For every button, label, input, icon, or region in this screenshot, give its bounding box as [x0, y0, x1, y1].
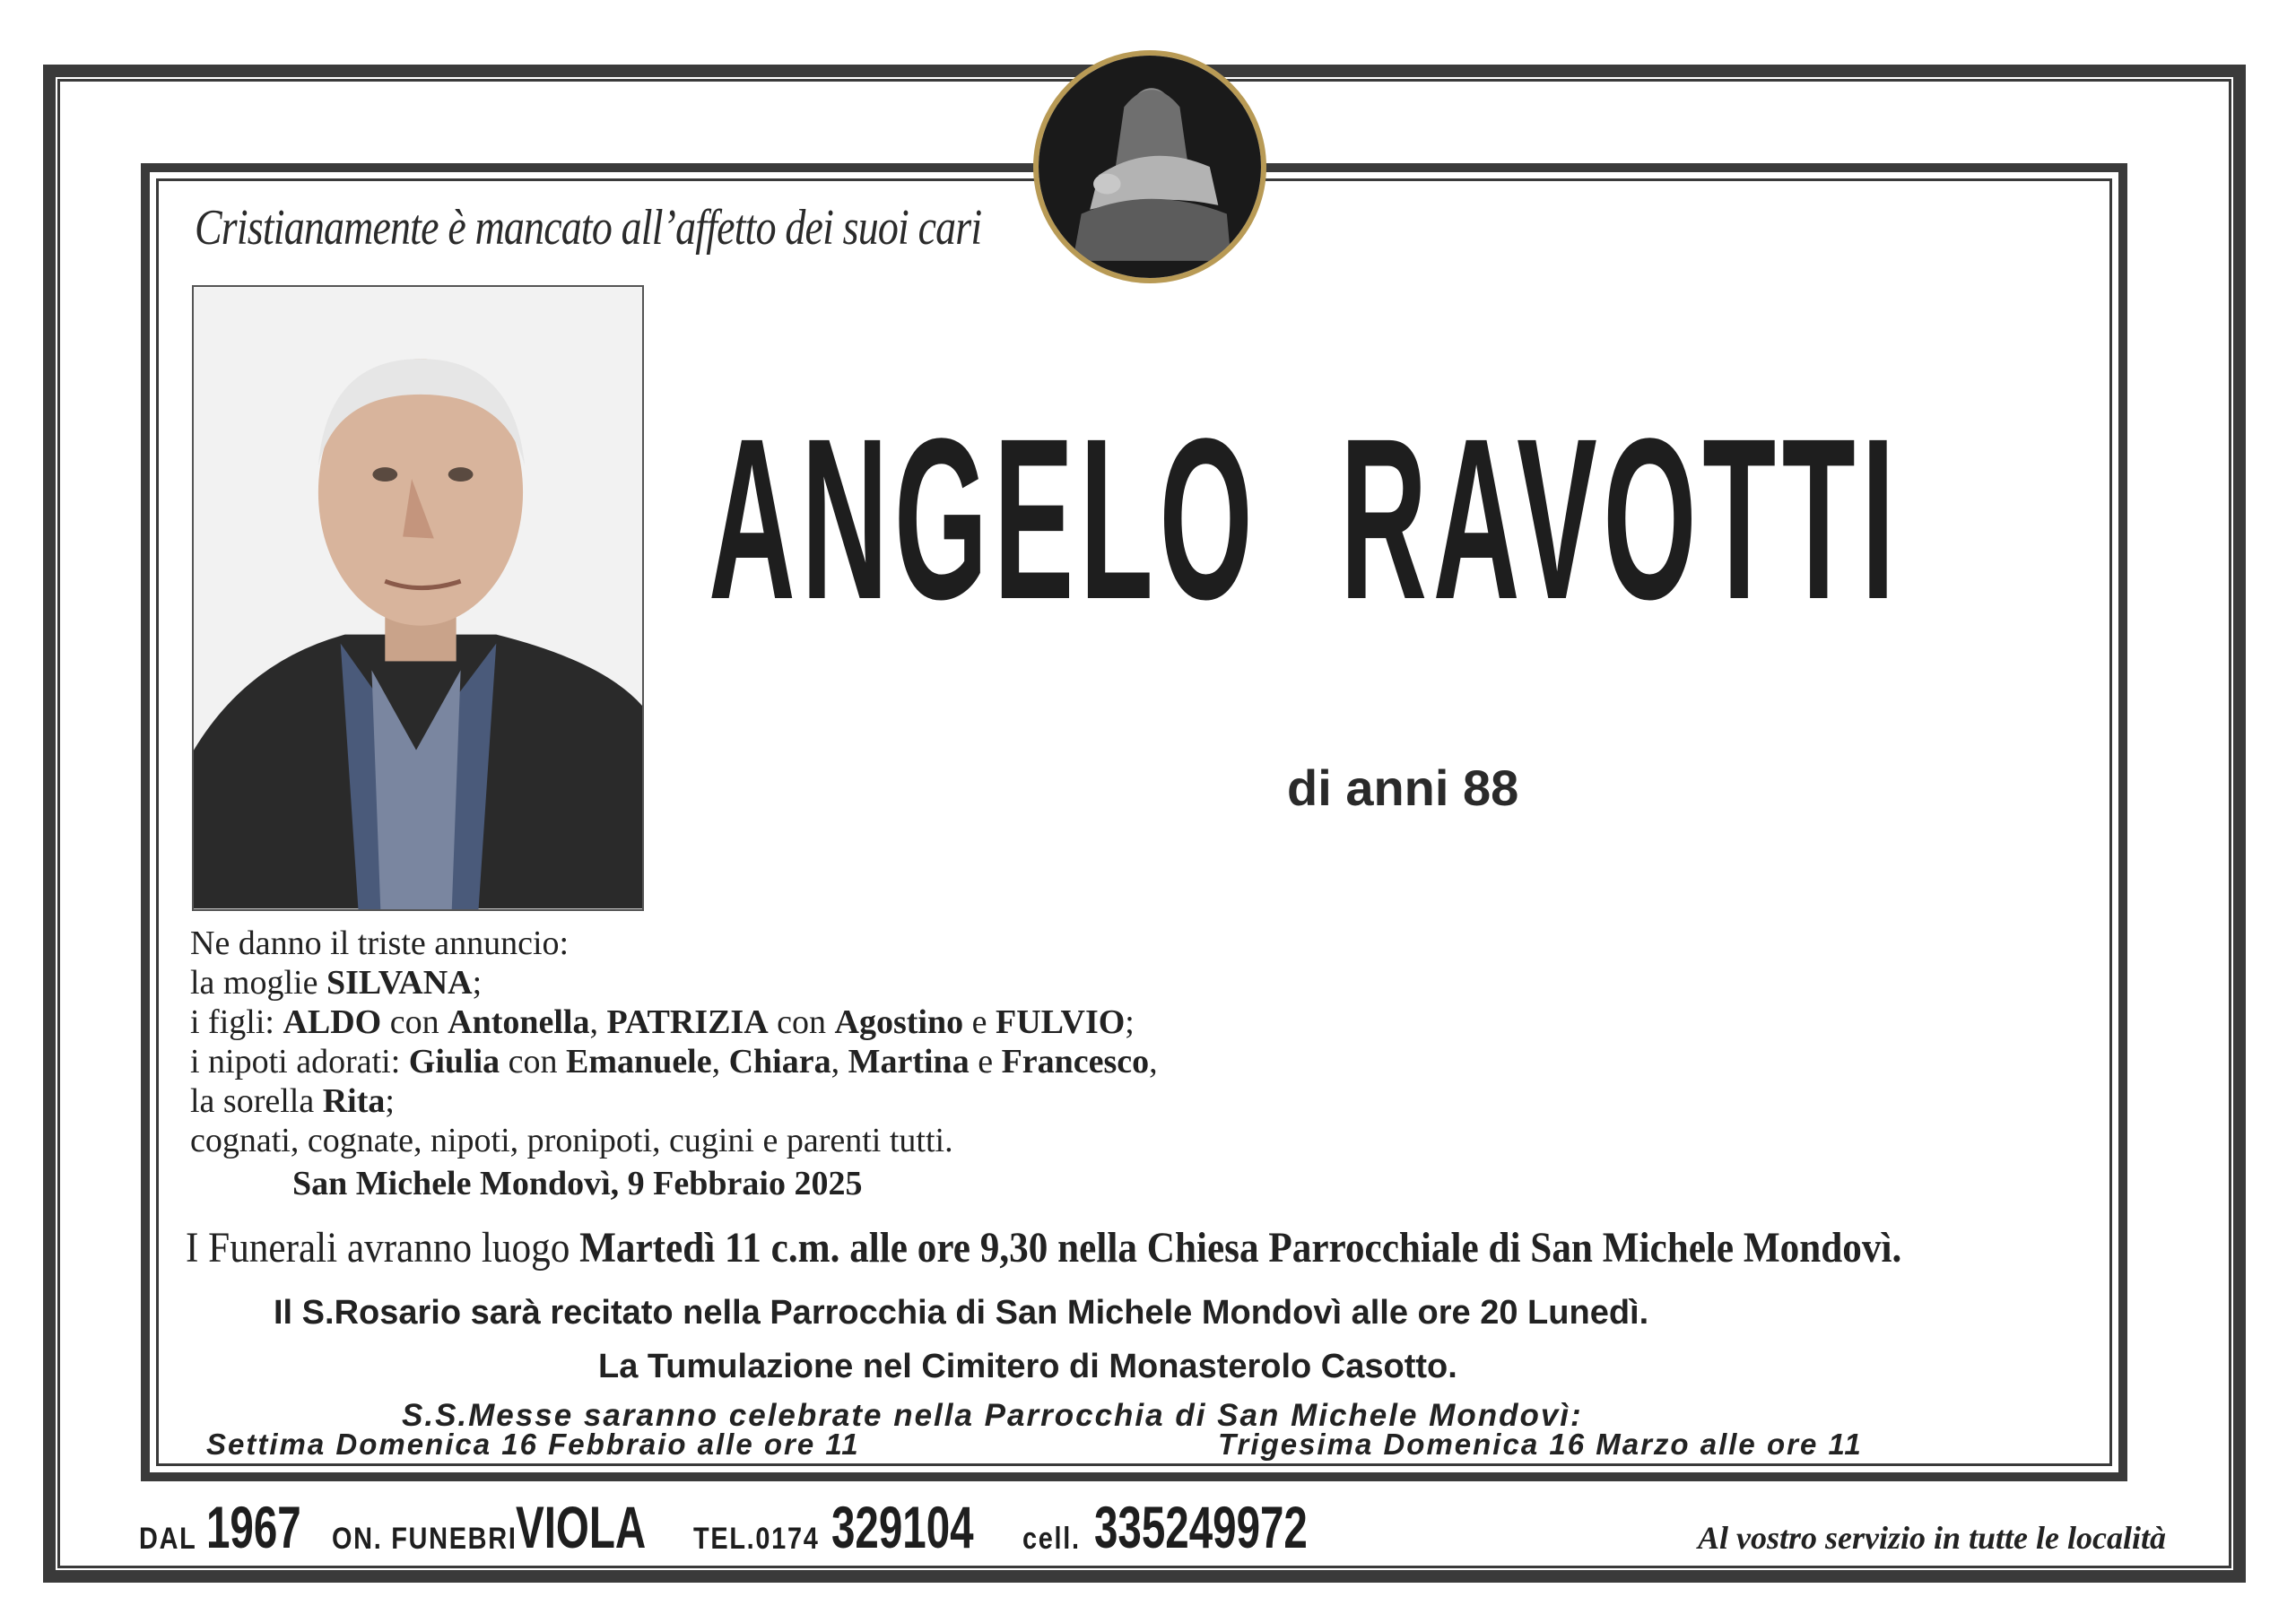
trigesima-mass: Trigesima Domenica 16 Marzo alle ore 11 — [1218, 1428, 1863, 1461]
announcement-line: la sorella Rita; — [190, 1082, 395, 1120]
intro-text: Cristianamente è mancato all’affetto dei suoi cari — [195, 200, 982, 256]
deceased-name — [709, 391, 1901, 648]
pieta-medallion-image — [1033, 50, 1266, 283]
settima-mass: Settima Domenica 16 Febbraio alle ore 11 — [206, 1428, 860, 1461]
burial-info: La Tumulazione nel Cimitero di Monasterolo Casotto. — [598, 1348, 1457, 1385]
footer-dal: DAL — [139, 1522, 197, 1556]
place-date: San Michele Mondovì, 9 Febbraio 2025 — [292, 1165, 863, 1202]
footer-cell-number: 335249972 — [1094, 1494, 1308, 1560]
footer-cell-label: cell. — [1022, 1522, 1081, 1556]
footer-tel-number: 329104 — [831, 1494, 974, 1560]
footer-company: VIOLA — [516, 1494, 647, 1560]
footer-tel-label: TEL.0174 — [693, 1522, 820, 1556]
announcement-block — [190, 924, 1158, 1160]
first-name: ANGELO — [709, 391, 1259, 648]
last-name: RAVOTTI — [1340, 391, 1901, 648]
announcement-line: Ne danno il triste annuncio: — [190, 924, 570, 962]
portrait-image — [194, 287, 642, 909]
deceased-photo — [192, 285, 644, 911]
funeral-home-footer — [139, 1492, 2166, 1560]
announcement-line: i figli: ALDO con Antonella, PATRIZIA con Agostino e FULVIO; — [190, 1003, 1135, 1041]
masses-heading: S.S.Messe saranno celebrate nella Parrocchia di San Michele Mondovì: — [402, 1398, 1583, 1433]
funeral-info: I Funerali avranno luogo Martedì 11 c.m. alle ore 9,30 nella Chiesa Parrocchiale di San Michele Mondovì. — [186, 1224, 1902, 1271]
rosary-info: Il S.Rosario sarà recitato nella Parrocchia di San Michele Mondovì alle ore 20 Lunedì. — [274, 1294, 1649, 1332]
age-text: di anni 88 — [1287, 759, 1519, 816]
announcement-line: i nipoti adorati: Giulia con Emanuele, Chiara, Martina e Francesco, — [190, 1043, 1158, 1081]
footer-onfunebri: ON. FUNEBRI — [332, 1522, 517, 1556]
announcement-line: la moglie SILVANA; — [190, 964, 483, 1002]
footer-service: Al vostro servizio in tutte le località — [1698, 1520, 2166, 1556]
pieta-statue-icon — [1039, 56, 1261, 278]
footer-year: 1967 — [206, 1494, 301, 1560]
announcement-line: cognati, cognate, nipoti, pronipoti, cugini e parenti tutti. — [190, 1122, 953, 1159]
